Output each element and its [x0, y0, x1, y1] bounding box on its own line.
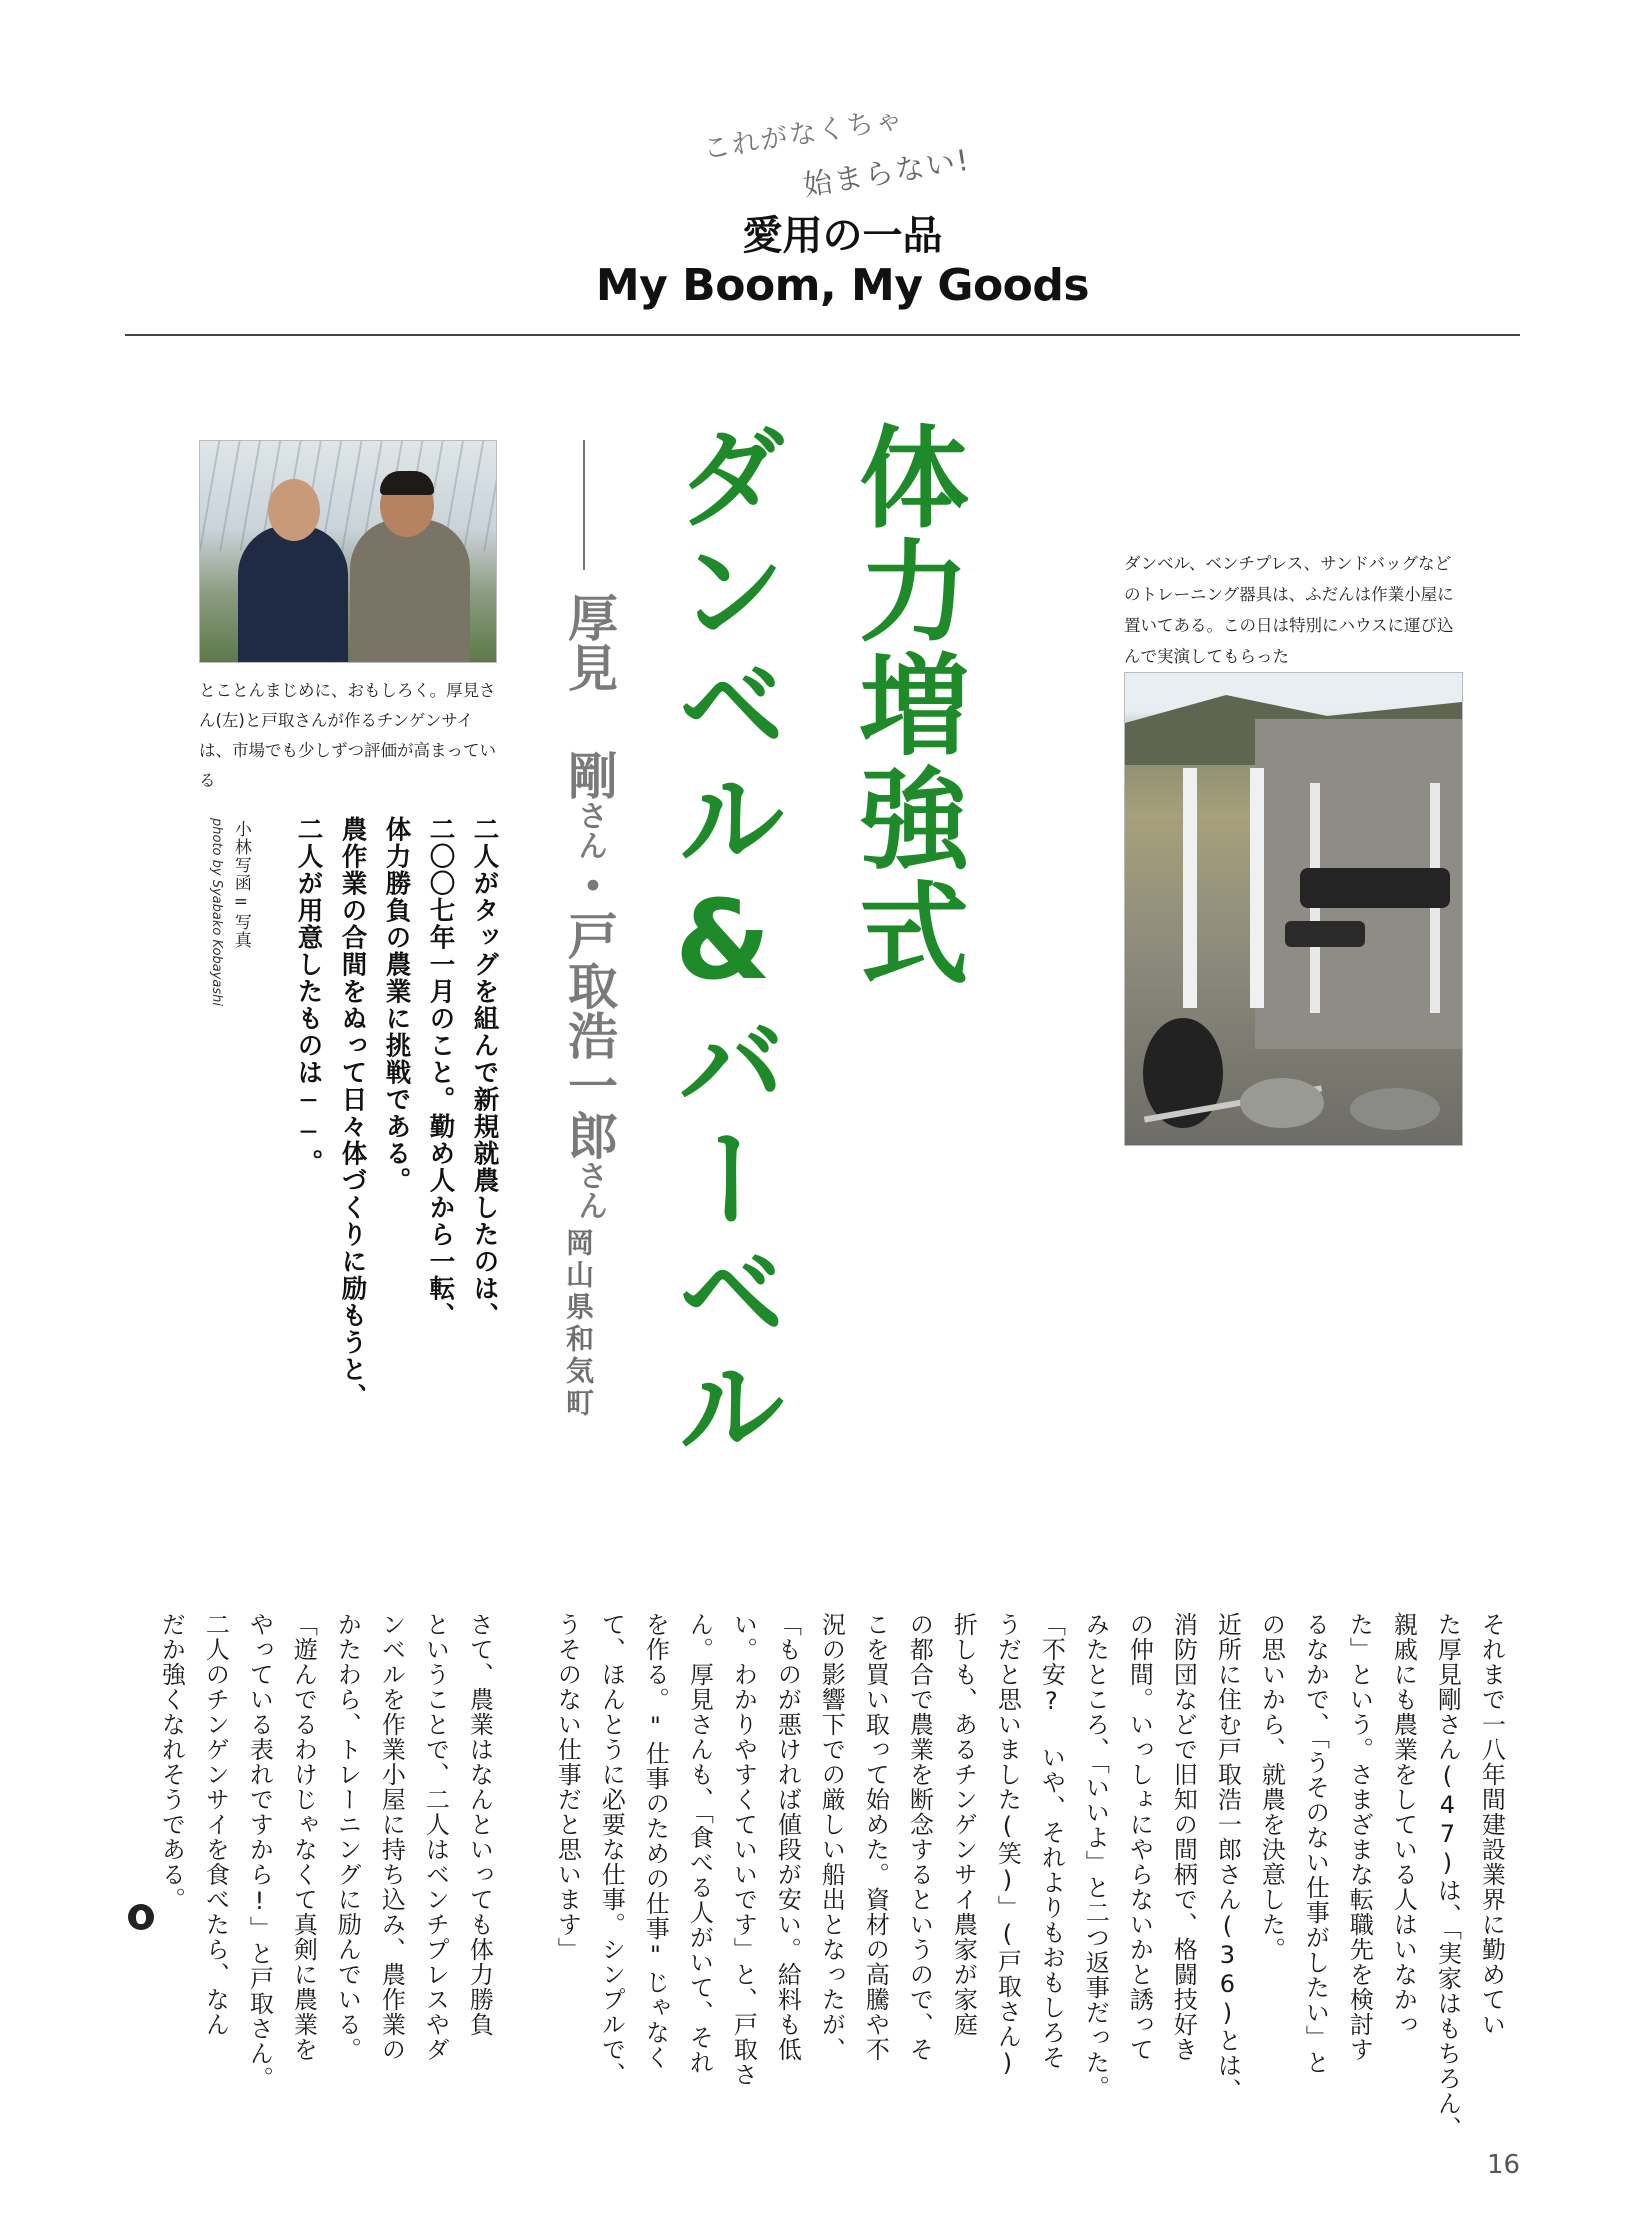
- lead-column: 体力勝負の農業に挑戦である。: [381, 816, 412, 1194]
- body-column: うそのない仕事だと思います」: [553, 1612, 582, 1962]
- photo-credit-jp: 小林写函=写真: [230, 820, 251, 949]
- weight-plate: [1240, 1078, 1324, 1128]
- body-column: ということで、二人はベンチプレスやダ: [421, 1612, 450, 2062]
- farmers-photo: [199, 440, 497, 663]
- lead-column: 二人がタッグを組んで新規就農したのは、: [469, 816, 500, 1329]
- body-column: みたところ、「いいよ」と二つ返事だった。: [1081, 1612, 1110, 2100]
- body-column: 「ものが悪ければ値段が安い。給料も低: [773, 1612, 802, 2062]
- body-column: やっている表れですから!」と戸取さん。: [245, 1612, 274, 2091]
- body-column: の都合で農業を断念するというので、そ: [905, 1612, 934, 2062]
- body-column: 「不安? いや、それよりもおもしろそ: [1037, 1612, 1066, 2070]
- page-number: 16: [1487, 2150, 1521, 2180]
- body-column: 消防団などで旧知の間柄で、格闘技好き: [1169, 1612, 1198, 2062]
- body-column: うだと思いました(笑)」(戸取さん): [993, 1612, 1022, 2078]
- name-leader-line: [583, 440, 585, 570]
- body-column: るなかで、「うそのない仕事がしたい」と: [1301, 1612, 1330, 2075]
- person-names: [554, 592, 618, 1220]
- article-title-line-2: ダンベル&バーベル: [659, 420, 787, 1464]
- tagline-2: 始まらない!: [800, 142, 973, 203]
- location: 岡山県和気町: [562, 1228, 595, 1420]
- article-title-line-1: 体力増強式: [841, 420, 969, 990]
- body-column: さて、農業はなんといっても体力勝負: [465, 1612, 494, 2037]
- photo-caption-left: とことんまじめに、おもしろく。厚見さん(左)と戸取さんが作るチンゲンサイは、市場でも少しずつ評価が高まっている: [199, 681, 496, 790]
- person-left-head: [268, 479, 320, 541]
- honorific-2: さん: [572, 1160, 607, 1220]
- weight-plate: [1350, 1088, 1440, 1130]
- equipment-photo: [1124, 672, 1463, 1146]
- person-name-2: 戸取浩一郎: [560, 910, 618, 1160]
- body-column: こを買い取って始めた。資材の高騰や不: [861, 1612, 890, 2062]
- person-right-hair: [380, 471, 434, 495]
- name-separator: ・: [560, 860, 618, 910]
- bench-press-seat: [1300, 868, 1450, 908]
- rack-post: [1250, 768, 1264, 1008]
- body-column: た厚見剛さん(47)は、「実家はもちろん、: [1433, 1612, 1462, 2141]
- body-column: の思いから、就農を決意した。: [1257, 1612, 1286, 1962]
- lead-column: 二人が用意したものは──。: [293, 816, 324, 1176]
- photo-credit-en: photo by Syabako Kobayashi: [209, 818, 224, 1006]
- section-title-jp: 愛用の一品: [742, 213, 943, 259]
- tagline-1: これがなくちゃ: [701, 103, 907, 166]
- body-column: 二人のチンゲンサイを食べたら、なん: [201, 1612, 230, 2037]
- lead-column: 農作業の合間をぬって日々体づくりに励もうと、: [337, 816, 368, 1410]
- photo-credit-en-wrap: [209, 818, 231, 1018]
- body-column: かたわら、トレーニングに励んでいる。: [333, 1612, 362, 2062]
- honorific-1: さん: [572, 800, 607, 860]
- body-column: を作る。"仕事のための仕事"じゃなく: [641, 1612, 670, 2070]
- body-column: 「遊んでるわけじゃなくて真剣に農業を: [289, 1612, 318, 2062]
- lead-column: 二〇〇七年一月のこと。勤め人から一転、: [425, 816, 456, 1329]
- body-column: て、ほんとうに必要な仕事。シンプルで、: [597, 1612, 626, 2087]
- body-column: 折しも、あるチンゲンサイ農家が家庭: [949, 1612, 978, 2037]
- body-column: た」という。さまざまな転職先を検討す: [1345, 1612, 1374, 2062]
- header-rule: [125, 334, 1520, 336]
- section-title-en: My Boom, My Goods: [595, 260, 1090, 311]
- body-column: 親戚にも農業をしている人はいなかっ: [1389, 1612, 1418, 2037]
- body-column: い。わかりやすくていいです」と、戸取さ: [729, 1612, 758, 2087]
- bench-pad: [1285, 921, 1365, 947]
- body-column: ん。厚見さんも、「食べる人がいて、それ: [685, 1612, 714, 2075]
- body-column: だか強くなれそうである。: [157, 1612, 186, 1912]
- photo-caption-right: ダンベル、ベンチプレス、サンドバッグなどのトレーニング器具は、ふだんは作業小屋に置いてある。この日は特別にハウスに運び込んで実演してもらった: [1124, 554, 1454, 666]
- rack-post: [1183, 768, 1197, 1008]
- body-column: ンベルを作業小屋に持ち込み、農作業の: [377, 1612, 406, 2062]
- body-column: の仲間。いっしょにやらないかと誘って: [1125, 1612, 1154, 2062]
- magazine-end-mark-icon: [128, 1904, 154, 1930]
- body-column: 況の影響下での厳しい船出となったが、: [817, 1612, 846, 2062]
- body-column: それまで一八年間建設業界に勤めてい: [1477, 1612, 1506, 2037]
- person-name-1: 厚見 剛: [560, 592, 618, 800]
- body-column: 近所に住む戸取浩一郎さん(36)とは、: [1213, 1612, 1242, 2103]
- person-left-body: [238, 525, 348, 663]
- person-right-body: [350, 519, 470, 663]
